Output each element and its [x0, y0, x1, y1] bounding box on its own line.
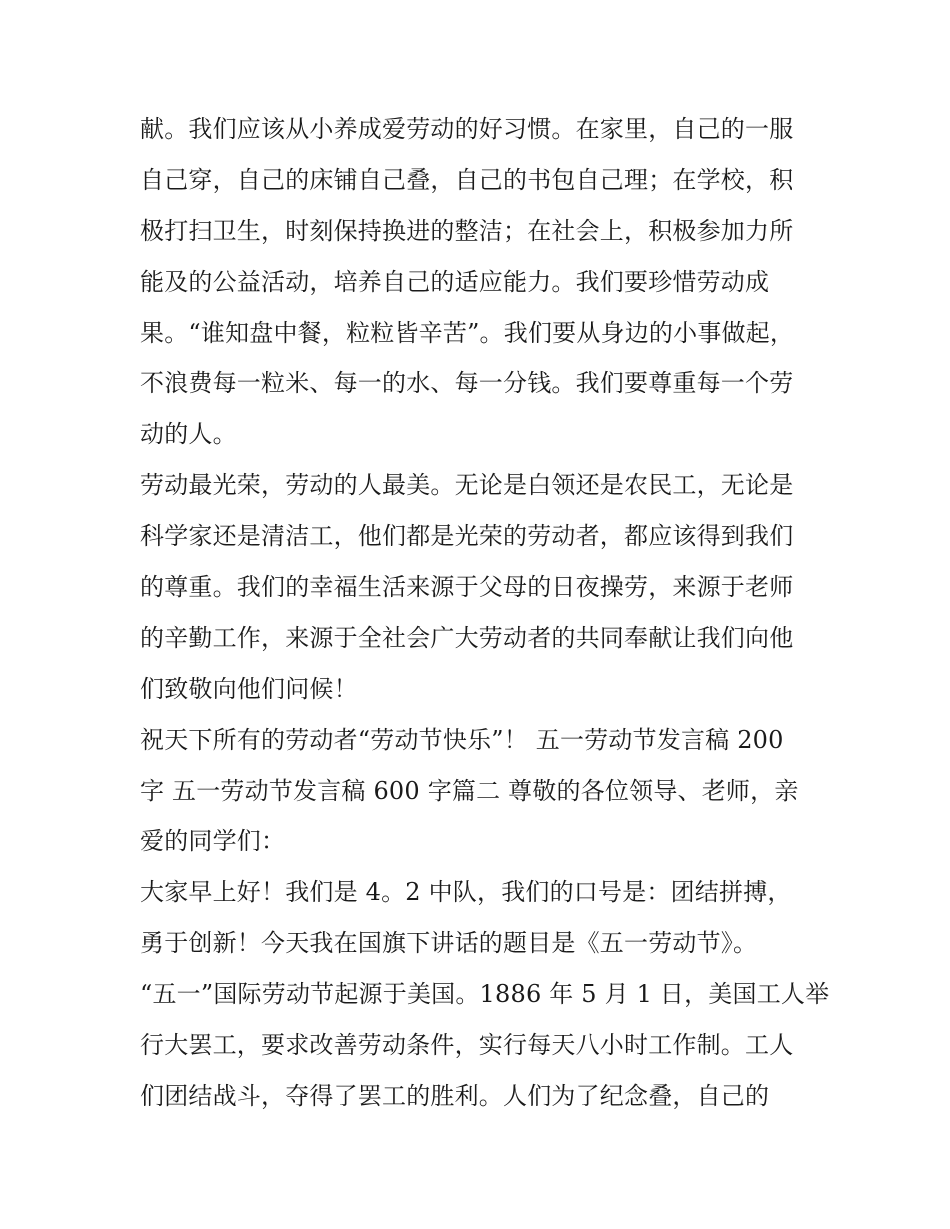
- text-line: 科学家还是清洁工，他们都是光荣的劳动者，都应该得到我们: [140, 522, 794, 551]
- text-line: 们团结战斗，夺得了罢工的胜利。人们为了纪念叠，自己的: [140, 1081, 770, 1110]
- text-line: 极打扫卫生，时刻保持换进的整洁；在社会上，积极参加力所: [140, 216, 794, 245]
- text-line: 的尊重。我们的幸福生活来源于父母的日夜操劳，来源于老师: [140, 573, 794, 602]
- text-line: 献。我们应该从小养成爱劳动的好习惯。在家里，自己的一服: [140, 115, 794, 143]
- text-line: 能及的公益活动，培养自己的适应能力。我们要珍惜劳动成: [140, 267, 770, 296]
- text-line: 不浪费每一粒米、每一的水、每一分钱。我们要尊重每一个劳: [140, 369, 794, 398]
- text-line: 勇于创新！今天我在国旗下讲话的题目是《五一劳动节》。: [140, 929, 758, 958]
- text-line: 们致敬向他们问候！: [140, 674, 358, 703]
- text-line: 劳动最光荣，劳动的人最美。无论是白领还是农民工，无论是: [140, 471, 794, 500]
- text-line: 行大罢工，要求改善劳动条件，实行每天八小时工作制。工人: [140, 1031, 794, 1060]
- text-line: 字 五一劳动节发言稿 600 字篇二 尊敬的各位领导、老师，亲: [140, 776, 799, 805]
- text-line: “五一”国际劳动节起源于美国。1886 年 5 月 1 日，美国工人举: [140, 980, 830, 1009]
- text-line: 爱的同学们：: [140, 827, 286, 856]
- text-line: 自己穿，自己的床铺自己叠，自己的书包自己理；在学校，积: [140, 165, 794, 194]
- text-line: 大家早上好！我们是 4。2 中队，我们的口号是：团结拼搏，: [140, 878, 792, 907]
- text-line: 动的人。: [140, 420, 237, 449]
- text-line: 果。“谁知盘中餐，粒粒皆辛苦”。我们要从身边的小事做起，: [140, 318, 795, 347]
- text-line: 的辛勤工作，来源于全社会广大劳动者的共同奉献让我们向他: [140, 623, 794, 652]
- text-line: 祝天下所有的劳动者“劳动节快乐”！ 五一劳动节发言稿 200: [140, 725, 784, 754]
- body-text: [140, 104, 830, 1122]
